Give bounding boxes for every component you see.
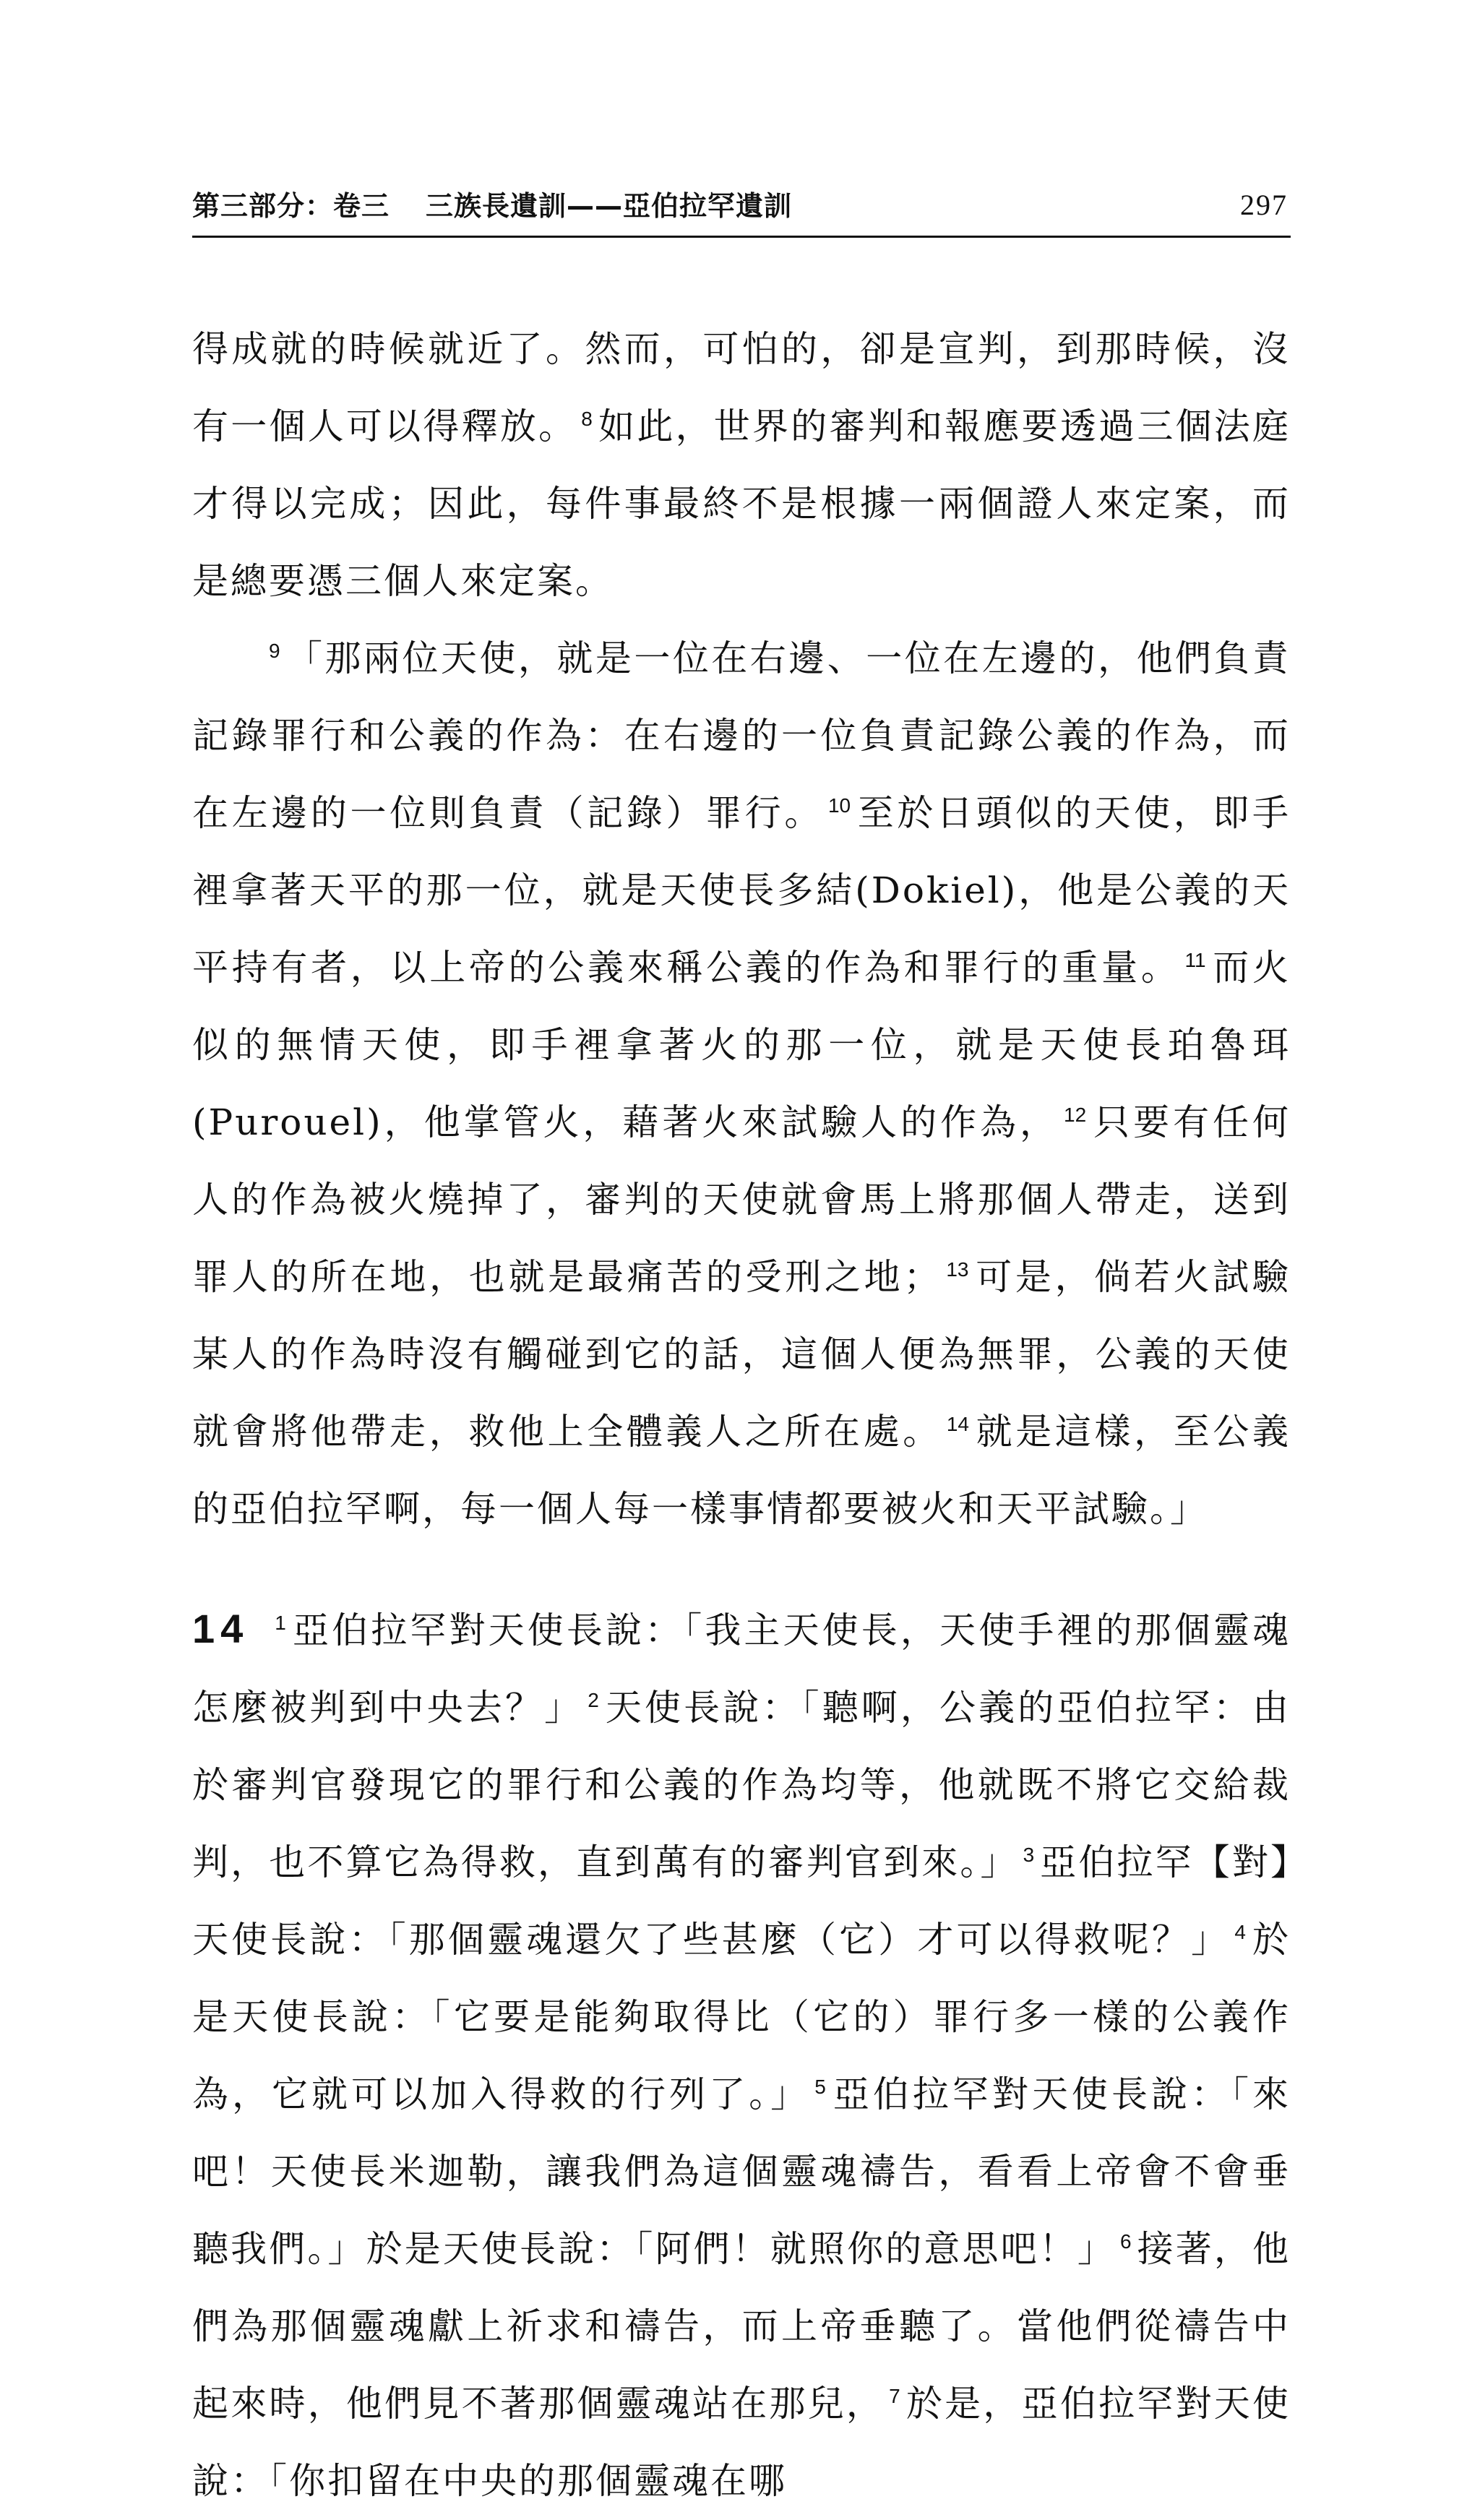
paragraph-chapter-start [192, 1590, 1291, 2520]
text-run: 於是天使長說：「它要是能夠取得比（它的）罪行多一樣的公義作為，它就可以加入得救的行列了。」 [192, 1919, 1291, 2115]
header-book-title: 三族長遺訓——亞伯拉罕遺訓 [426, 190, 793, 222]
verse-number: 10 [827, 794, 851, 817]
header-rule-divider [192, 236, 1291, 238]
text-run: 亞伯拉罕對天使長說：「我主天使長，天使手裡的那個靈魂怎麼被判到中央去？」 [192, 1609, 1291, 1729]
text-run: 至於日頭似的天使，即手裡拿著天平的那一位，就是天使長多結(Dokiel)，他是公義的天平持有者，以上帝的公義來稱公義的作為和罪行的重量。 [192, 792, 1291, 989]
text-run: 亞伯拉罕【對】天使長說：「那個靈魂還欠了些甚麼（它）才可以得救呢？」 [192, 1841, 1291, 1961]
chapter-number: 14 [192, 1606, 249, 1651]
verse-number: 11 [1184, 949, 1206, 972]
verse-number: 5 [814, 2076, 826, 2099]
text-run: 只要有任何人的作為被火燒掉了，審判的天使就會馬上將那個人帶走，送到罪人的所在地，也就是最痛苦的受刑之地； [192, 1101, 1291, 1298]
text-run: 就是這樣，至公義的亞伯拉罕啊，每一個人每一樣事情都要被火和天平試驗。」 [192, 1411, 1291, 1530]
text-run: 「那兩位天使，就是一位在右邊、一位在左邊的，他們負責記錄罪行和公義的作為：在右邊的一位負責記錄公義的作為，而在左邊的一位則負責（記錄）罪行。 [192, 637, 1291, 834]
text-run: 於是，亞伯拉罕對天使說：「你扣留在中央的那個靈魂在哪 [192, 2383, 1291, 2502]
verse-number: 9 [269, 640, 280, 663]
paragraph [192, 311, 1291, 620]
body-text [192, 311, 1291, 2520]
running-header-title [192, 184, 792, 223]
verse-number: 4 [1234, 1921, 1246, 1944]
verse-number: 14 [946, 1413, 970, 1436]
text-run: 亞伯拉罕對天使長說：「來吧！天使長米迦勒，讓我們為這個靈魂禱告，看看上帝會不會垂聽我們。」於是天使長說：「阿們！就照你的意思吧！」 [192, 2073, 1291, 2270]
running-header [192, 181, 1291, 231]
verse-number: 1 [275, 1612, 286, 1635]
page-number: 297 [1240, 189, 1288, 221]
verse-number: 13 [946, 1258, 969, 1281]
text-run: 而火似的無情天使，即手裡拿著火的那一位，就是天使長珀魯珥(Purouel)，他掌管火，藉著火來試驗人的作為， [192, 947, 1291, 1143]
verse-number: 6 [1119, 2230, 1132, 2253]
paragraph [192, 620, 1291, 1548]
verse-number: 2 [588, 1689, 599, 1712]
header-part-label: 第三部分：卷三 [192, 190, 390, 222]
text-run: 可是，倘若火試驗某人的作為時沒有觸碰到它的話，這個人便為無罪，公義的天使就會將他帶走，救他上全體義人之所在處。 [192, 1256, 1291, 1453]
text-run: 如此，世界的審判和報應要透過三個法庭才得以完成；因此，每件事最終不是根據一兩個證人來定案，而是總要憑三個人來定案。 [192, 405, 1291, 602]
text-run: 得成就的時候就近了。然而，可怕的，卻是宣判，到那時候，沒有一個人可以得釋放。 [192, 328, 1291, 447]
verse-number: 12 [1064, 1104, 1087, 1127]
verse-number: 8 [581, 408, 593, 431]
text-run: 天使長說：「聽啊，公義的亞伯拉罕：由於審判官發現它的罪行和公義的作為均等，他就既不將它交給裁判，也不算它為得救，直到萬有的審判官到來。」 [192, 1687, 1291, 1883]
verse-number: 7 [889, 2385, 900, 2408]
verse-number: 3 [1023, 1844, 1035, 1867]
text-run: 接著，他們為那個靈魂獻上祈求和禱告，而上帝垂聽了。當他們從禱告中起來時，他們見不著那個靈魂站在那兒， [192, 2228, 1291, 2425]
